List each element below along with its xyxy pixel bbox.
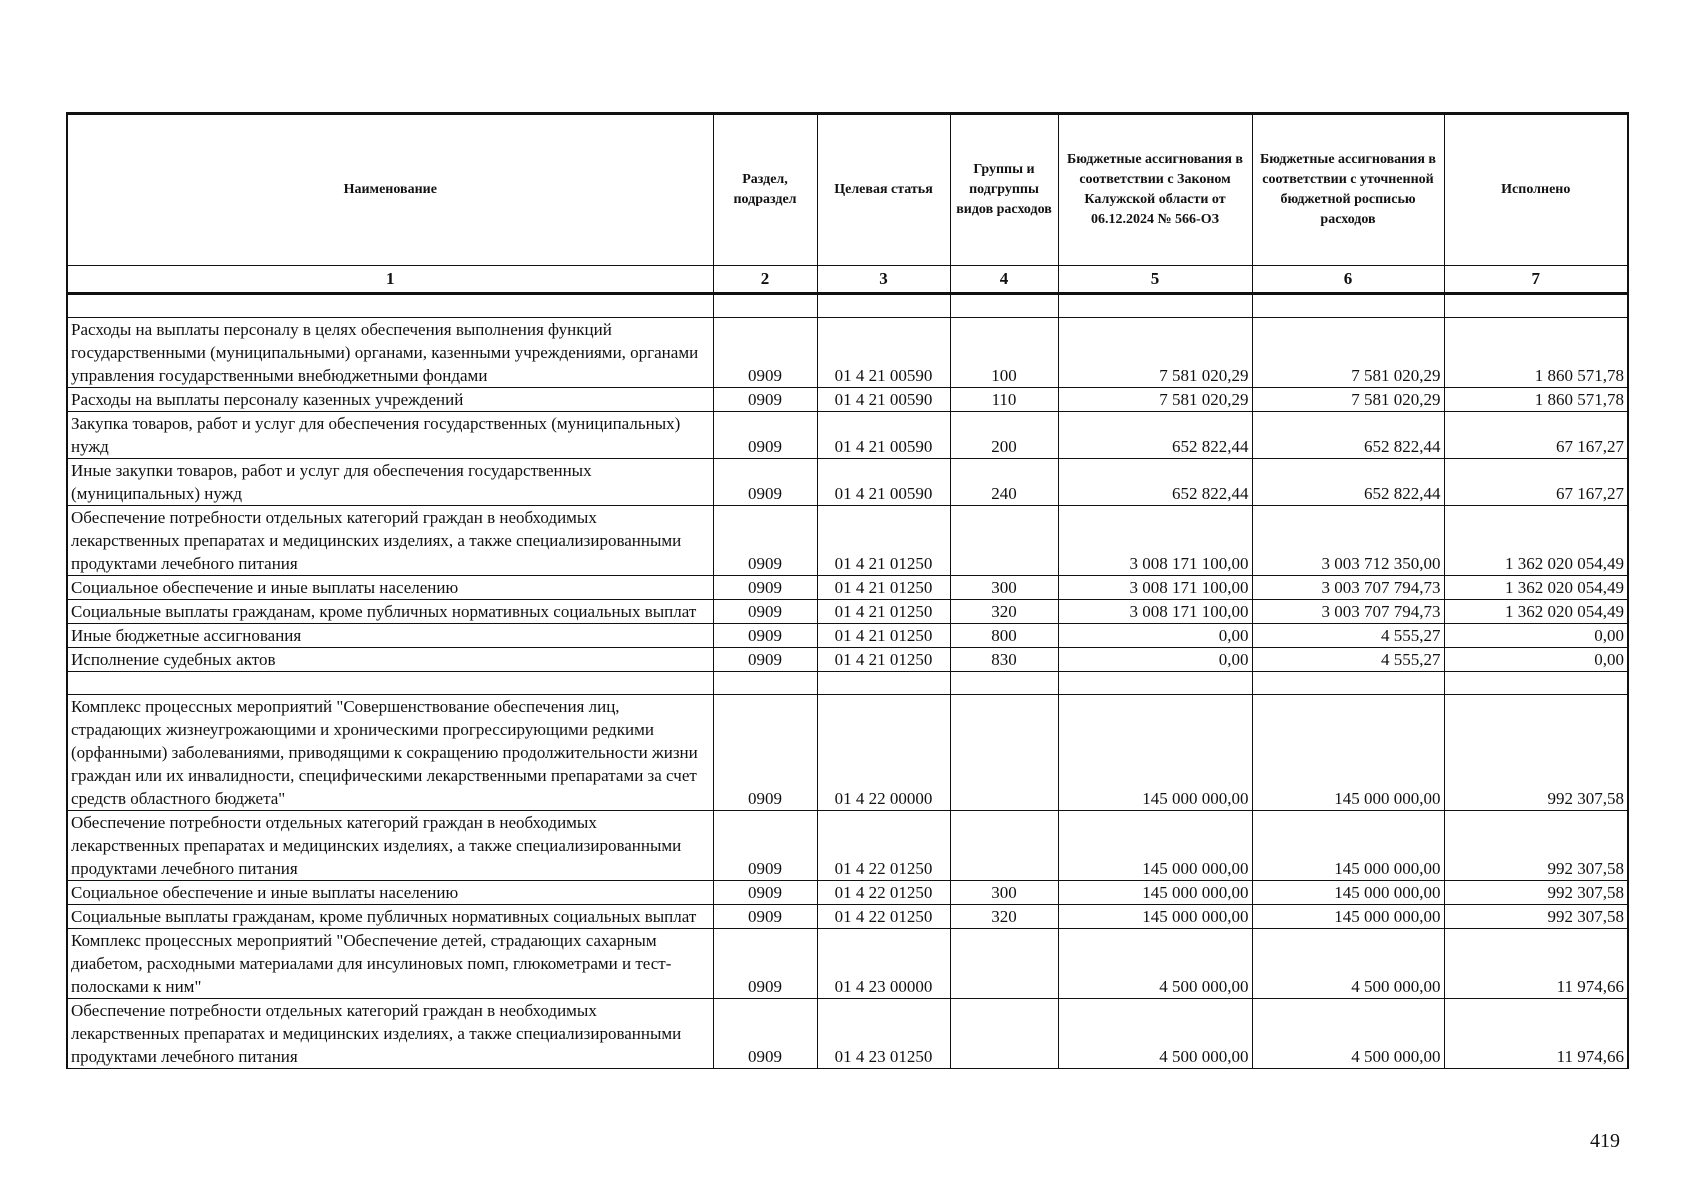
row-section-cell: 0909 <box>713 905 817 929</box>
row-name-cell: Комплекс процессных мероприятий "Совершенствование обеспечения лиц, страдающих жизнеугрожающими и хроническими прогрессирующими редкими (орфанными) заболеваниями, приводящими к сокращению продолжительности жизни граждан или их инвалидности, специфическими лекарственными препаратами за счет средств областного бюджета" <box>67 695 713 811</box>
page-number: 419 <box>1590 1130 1620 1152</box>
row-executed-cell: 0,00 <box>1444 624 1628 648</box>
row-name-cell: Расходы на выплаты персоналу казенных учреждений <box>67 388 713 412</box>
row-law-allocation-cell: 3 008 171 100,00 <box>1058 506 1252 576</box>
row-section-cell: 0909 <box>713 624 817 648</box>
row-refined-allocation-cell: 145 000 000,00 <box>1252 881 1444 905</box>
table-row <box>67 811 1628 881</box>
table-row <box>67 459 1628 506</box>
column-number: 2 <box>713 266 817 294</box>
header-name: Наименование <box>67 114 713 266</box>
table-row <box>67 318 1628 388</box>
row-refined-allocation-cell: 3 003 707 794,73 <box>1252 600 1444 624</box>
row-law-allocation-cell: 0,00 <box>1058 624 1252 648</box>
row-refined-allocation-cell: 4 500 000,00 <box>1252 999 1444 1069</box>
row-executed-cell: 67 167,27 <box>1444 459 1628 506</box>
row-executed-cell: 992 307,58 <box>1444 695 1628 811</box>
row-name-cell: Социальные выплаты гражданам, кроме публичных нормативных социальных выплат <box>67 600 713 624</box>
spacer-row <box>67 294 1628 318</box>
row-law-allocation-cell: 4 500 000,00 <box>1058 929 1252 999</box>
spacer-row <box>67 672 1628 695</box>
row-executed-cell: 11 974,66 <box>1444 999 1628 1069</box>
table-row <box>67 388 1628 412</box>
row-group-cell <box>950 811 1058 881</box>
row-refined-allocation-cell: 3 003 707 794,73 <box>1252 576 1444 600</box>
header-executed: Исполнено <box>1444 114 1628 266</box>
row-law-allocation-cell: 652 822,44 <box>1058 412 1252 459</box>
spacer-cell <box>1444 672 1628 695</box>
row-executed-cell: 11 974,66 <box>1444 929 1628 999</box>
row-group-cell: 800 <box>950 624 1058 648</box>
row-executed-cell: 1 362 020 054,49 <box>1444 506 1628 576</box>
row-group-cell <box>950 506 1058 576</box>
row-name-cell: Социальное обеспечение и иные выплаты населению <box>67 576 713 600</box>
row-name-cell: Комплекс процессных мероприятий "Обеспечение детей, страдающих сахарным диабетом, расходными материалами для инсулиновых помп, глюкометрами и тест-полосками к ним" <box>67 929 713 999</box>
row-section-cell: 0909 <box>713 459 817 506</box>
row-name-cell: Обеспечение потребности отдельных категорий граждан в необходимых лекарственных препаратах и медицинских изделиях, а также специализированными продуктами лечебного питания <box>67 999 713 1069</box>
row-name-cell: Закупка товаров, работ и услуг для обеспечения государственных (муниципальных) нужд <box>67 412 713 459</box>
header-target-article: Целевая статья <box>817 114 950 266</box>
spacer-cell <box>950 672 1058 695</box>
row-section-cell: 0909 <box>713 811 817 881</box>
row-executed-cell: 992 307,58 <box>1444 881 1628 905</box>
row-law-allocation-cell: 145 000 000,00 <box>1058 905 1252 929</box>
row-executed-cell: 0,00 <box>1444 648 1628 672</box>
row-refined-allocation-cell: 4 500 000,00 <box>1252 929 1444 999</box>
row-executed-cell: 992 307,58 <box>1444 905 1628 929</box>
header-law-allocation: Бюджетные ассигнования в соответствии с Законом Калужской области от 06.12.2024 № 566-ОЗ <box>1058 114 1252 266</box>
row-refined-allocation-cell: 145 000 000,00 <box>1252 695 1444 811</box>
spacer-cell <box>1444 294 1628 318</box>
row-name-cell: Исполнение судебных актов <box>67 648 713 672</box>
table-row <box>67 881 1628 905</box>
row-article-cell: 01 4 23 01250 <box>817 999 950 1069</box>
row-article-cell: 01 4 21 01250 <box>817 624 950 648</box>
row-section-cell: 0909 <box>713 648 817 672</box>
spacer-cell <box>950 294 1058 318</box>
row-article-cell: 01 4 22 00000 <box>817 695 950 811</box>
header-refined-allocation: Бюджетные ассигнования в соответствии с уточненной бюджетной росписью расходов <box>1252 114 1444 266</box>
row-name-cell: Расходы на выплаты персоналу в целях обеспечения выполнения функций государственными (муниципальными) органами, казенными учреждениями, органами управления государственными внебюджетными фондами <box>67 318 713 388</box>
header-expense-group: Группы и подгруппы видов расходов <box>950 114 1058 266</box>
column-number: 5 <box>1058 266 1252 294</box>
spacer-cell <box>817 672 950 695</box>
row-refined-allocation-cell: 3 003 712 350,00 <box>1252 506 1444 576</box>
row-article-cell: 01 4 21 00590 <box>817 412 950 459</box>
row-law-allocation-cell: 145 000 000,00 <box>1058 811 1252 881</box>
row-law-allocation-cell: 652 822,44 <box>1058 459 1252 506</box>
table-row <box>67 624 1628 648</box>
row-group-cell: 110 <box>950 388 1058 412</box>
budget-table <box>66 112 1629 1069</box>
row-section-cell: 0909 <box>713 600 817 624</box>
table-row <box>67 506 1628 576</box>
spacer-cell <box>713 672 817 695</box>
spacer-cell <box>67 672 713 695</box>
row-refined-allocation-cell: 7 581 020,29 <box>1252 318 1444 388</box>
spacer-cell <box>1252 294 1444 318</box>
row-group-cell: 200 <box>950 412 1058 459</box>
row-group-cell <box>950 999 1058 1069</box>
row-article-cell: 01 4 21 00590 <box>817 388 950 412</box>
row-group-cell: 830 <box>950 648 1058 672</box>
table-row <box>67 412 1628 459</box>
row-article-cell: 01 4 21 00590 <box>817 459 950 506</box>
row-name-cell: Иные бюджетные ассигнования <box>67 624 713 648</box>
row-refined-allocation-cell: 145 000 000,00 <box>1252 905 1444 929</box>
row-executed-cell: 992 307,58 <box>1444 811 1628 881</box>
row-law-allocation-cell: 145 000 000,00 <box>1058 881 1252 905</box>
row-article-cell: 01 4 21 00590 <box>817 318 950 388</box>
spacer-cell <box>817 294 950 318</box>
row-article-cell: 01 4 21 01250 <box>817 600 950 624</box>
table-row <box>67 905 1628 929</box>
row-article-cell: 01 4 21 01250 <box>817 576 950 600</box>
header-section: Раздел, подраздел <box>713 114 817 266</box>
row-group-cell: 300 <box>950 576 1058 600</box>
row-section-cell: 0909 <box>713 999 817 1069</box>
row-section-cell: 0909 <box>713 412 817 459</box>
row-section-cell: 0909 <box>713 929 817 999</box>
row-law-allocation-cell: 3 008 171 100,00 <box>1058 600 1252 624</box>
row-group-cell: 100 <box>950 318 1058 388</box>
row-name-cell: Обеспечение потребности отдельных категорий граждан в необходимых лекарственных препаратах и медицинских изделиях, а также специализированными продуктами лечебного питания <box>67 811 713 881</box>
row-name-cell: Социальные выплаты гражданам, кроме публичных нормативных социальных выплат <box>67 905 713 929</box>
table-row <box>67 576 1628 600</box>
row-law-allocation-cell: 4 500 000,00 <box>1058 999 1252 1069</box>
row-group-cell <box>950 929 1058 999</box>
row-law-allocation-cell: 7 581 020,29 <box>1058 388 1252 412</box>
row-refined-allocation-cell: 4 555,27 <box>1252 648 1444 672</box>
row-refined-allocation-cell: 4 555,27 <box>1252 624 1444 648</box>
column-number: 3 <box>817 266 950 294</box>
column-number: 7 <box>1444 266 1628 294</box>
row-article-cell: 01 4 21 01250 <box>817 648 950 672</box>
row-name-cell: Иные закупки товаров, работ и услуг для обеспечения государственных (муниципальных) нужд <box>67 459 713 506</box>
row-article-cell: 01 4 22 01250 <box>817 811 950 881</box>
row-refined-allocation-cell: 652 822,44 <box>1252 412 1444 459</box>
spacer-cell <box>713 294 817 318</box>
row-section-cell: 0909 <box>713 576 817 600</box>
row-section-cell: 0909 <box>713 318 817 388</box>
row-group-cell <box>950 695 1058 811</box>
row-executed-cell: 67 167,27 <box>1444 412 1628 459</box>
row-law-allocation-cell: 145 000 000,00 <box>1058 695 1252 811</box>
row-law-allocation-cell: 0,00 <box>1058 648 1252 672</box>
row-section-cell: 0909 <box>713 881 817 905</box>
row-name-cell: Обеспечение потребности отдельных категорий граждан в необходимых лекарственных препаратах и медицинских изделиях, а также специализированными продуктами лечебного питания <box>67 506 713 576</box>
row-executed-cell: 1 860 571,78 <box>1444 388 1628 412</box>
row-executed-cell: 1 362 020 054,49 <box>1444 576 1628 600</box>
spacer-cell <box>1058 294 1252 318</box>
row-section-cell: 0909 <box>713 695 817 811</box>
row-law-allocation-cell: 7 581 020,29 <box>1058 318 1252 388</box>
row-group-cell: 320 <box>950 905 1058 929</box>
spacer-cell <box>1252 672 1444 695</box>
column-number: 6 <box>1252 266 1444 294</box>
header-row <box>67 114 1628 266</box>
table-body <box>67 294 1628 1069</box>
row-executed-cell: 1 860 571,78 <box>1444 318 1628 388</box>
column-number: 1 <box>67 266 713 294</box>
spacer-cell <box>1058 672 1252 695</box>
row-article-cell: 01 4 23 00000 <box>817 929 950 999</box>
row-refined-allocation-cell: 145 000 000,00 <box>1252 811 1444 881</box>
row-section-cell: 0909 <box>713 388 817 412</box>
row-section-cell: 0909 <box>713 506 817 576</box>
row-article-cell: 01 4 22 01250 <box>817 905 950 929</box>
row-executed-cell: 1 362 020 054,49 <box>1444 600 1628 624</box>
table-row <box>67 695 1628 811</box>
spacer-cell <box>67 294 713 318</box>
row-name-cell: Социальное обеспечение и иные выплаты населению <box>67 881 713 905</box>
table-row <box>67 929 1628 999</box>
row-law-allocation-cell: 3 008 171 100,00 <box>1058 576 1252 600</box>
row-group-cell: 240 <box>950 459 1058 506</box>
row-group-cell: 300 <box>950 881 1058 905</box>
row-article-cell: 01 4 21 01250 <box>817 506 950 576</box>
column-number: 4 <box>950 266 1058 294</box>
row-article-cell: 01 4 22 01250 <box>817 881 950 905</box>
row-refined-allocation-cell: 7 581 020,29 <box>1252 388 1444 412</box>
row-refined-allocation-cell: 652 822,44 <box>1252 459 1444 506</box>
table-row <box>67 999 1628 1069</box>
row-group-cell: 320 <box>950 600 1058 624</box>
table-row <box>67 600 1628 624</box>
column-number-row <box>67 266 1628 294</box>
table-row <box>67 648 1628 672</box>
